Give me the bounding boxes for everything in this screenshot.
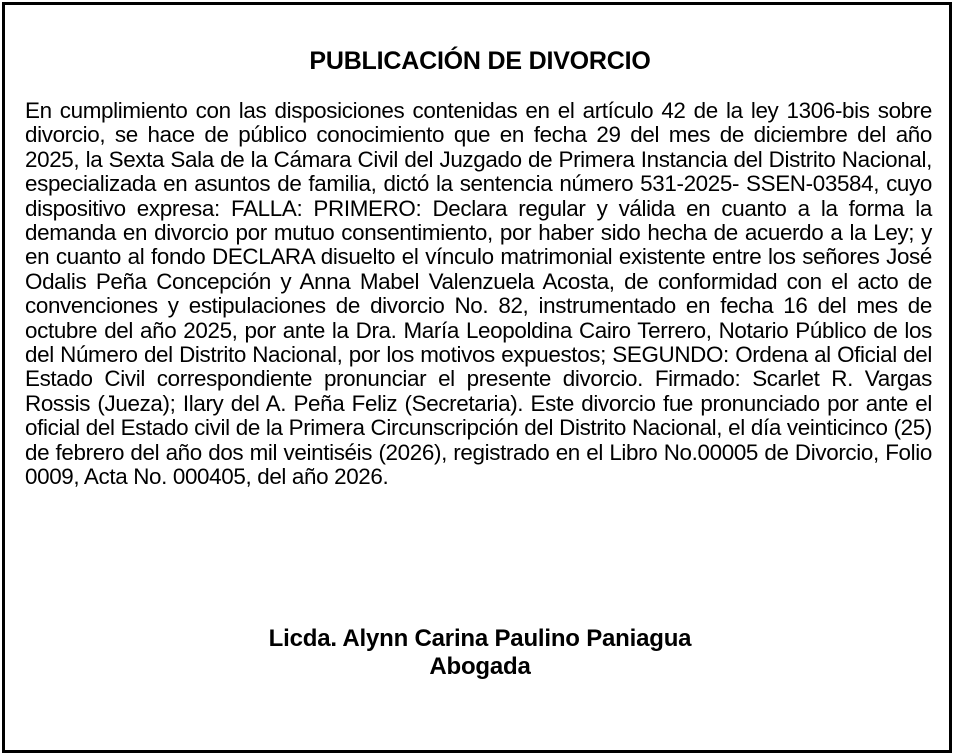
signature-block: [5, 625, 954, 681]
signature-name: Licda. Alynn Carina Paulino Paniagua: [268, 625, 692, 652]
notice-body: En cumplimiento con las disposiciones contenidas en el artículo 42 de la ley 1306-bis sobre divorcio, se hace de público conocimiento que en fecha 29 del mes de diciembre del año 2025, la Sexta Sala de la Cámara Civil del Juzgado de Primera Instancia del Distrito Nacional, especializada en asuntos de familia, dictó la sentencia número 531-2025- SSEN-03584, cuyo dispositivo expresa: FALLA: PRIMERO: Declara regular y válida en cuanto a la forma la demanda en divorcio por mutuo consentimiento, por haber sido hecha de acuerdo a la Ley; y en cuanto al fondo DECLARA disuelto el vínculo matrimonial existente entre los señores José Odalis Peña Concepción y Anna Mabel Valenzuela Acosta, de conformidad con el acto de convenciones y estipulaciones de divorcio No. 82, instrumentado en fecha 16 del mes de octubre del año 2025, por ante la Dra. María Leopoldina Cairo Terrero, Notario Público de los del Número del Distrito Nacional, por los motivos expuestos; SEGUNDO: Ordena al Oficial del Estado Civil correspondiente pronunciar el presente divorcio. Firmado: Scarlet R. Vargas Rossis (Jueza); Ilary del A. Peña Feliz (Secretaria). Este divorcio fue pronunciado por ante el oficial del Estado civil de la Primera Circunscripción del Distrito Nacional, el día veinticinco (25) de febrero del año dos mil veintiséis (2026), registrado en el Libro No.00005 de Divorcio, Folio 0009, Acta No. 000405, del año 2026.: [25, 98, 932, 490]
notice-frame: [2, 2, 952, 753]
signature-title: Abogada: [429, 653, 531, 680]
notice-title: PUBLICACIÓN DE DIVORCIO: [309, 47, 651, 75]
